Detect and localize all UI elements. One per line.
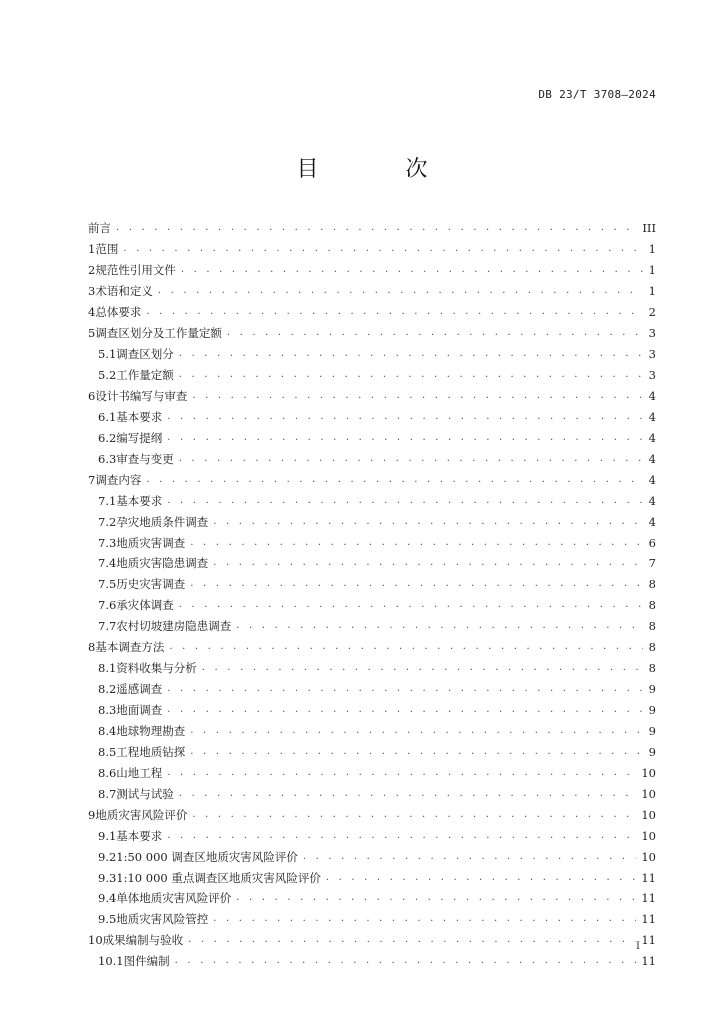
toc-entry-number: 4 [88, 305, 96, 320]
toc-entry-label: 地质灾害隐患调查 [116, 556, 209, 571]
toc-entry[interactable] [88, 553, 656, 574]
dot-leader [303, 852, 636, 862]
dot-leader [167, 412, 643, 422]
toc-entry-label: 基本要求 [116, 828, 163, 843]
toc-entry[interactable] [88, 930, 656, 951]
dot-leader [190, 747, 643, 757]
toc-entry-page: 4 [648, 472, 656, 487]
dot-leader [236, 621, 643, 631]
dot-leader [169, 642, 643, 652]
toc-entry-number: 10.1 [98, 954, 124, 969]
dot-leader [175, 956, 637, 966]
document-code: DB 23/T 3708—2024 [538, 88, 656, 101]
dot-leader [213, 558, 643, 568]
toc-entry-label: 审查与变更 [116, 451, 174, 466]
toc-entry-number: 8 [88, 640, 96, 655]
toc-entry-page: 10 [641, 807, 656, 822]
toc-entry-label: 工作量定额 [116, 368, 174, 383]
toc-entry-label: 范围 [95, 242, 119, 257]
dot-leader [190, 579, 643, 589]
toc-entry-label: 资料收集与分析 [116, 661, 197, 676]
toc-entry-number: 7.6 [98, 598, 117, 613]
toc-entry-number: 5.1 [98, 347, 117, 362]
toc-entry-number: 6.2 [98, 430, 117, 445]
toc-entry-label: 1:50 000 调查区地质灾害风险评价 [116, 849, 298, 864]
toc-entry-page: 1 [648, 242, 656, 257]
toc-entry[interactable] [88, 302, 656, 323]
toc-entry-number: 7 [88, 472, 96, 487]
toc-entry-number: 7.1 [98, 493, 117, 508]
dot-leader [190, 538, 643, 548]
dot-leader [167, 433, 643, 443]
toc-entry-label: 地球物理勘查 [116, 723, 186, 738]
toc-entry[interactable] [88, 846, 656, 867]
toc-entry[interactable] [88, 490, 656, 511]
toc-entry-page: 10 [641, 849, 656, 864]
toc-entry-page: 3 [648, 326, 656, 341]
toc-entry-label: 调查区划分及工作量定额 [95, 326, 222, 341]
toc-entry-page: 8 [648, 598, 656, 613]
toc-entry-number: 8.3 [98, 703, 117, 718]
toc-entry-number: 6.1 [98, 409, 117, 424]
toc-entry-page: 1 [648, 263, 656, 278]
dot-leader [179, 789, 637, 799]
toc-entry-number: 9.3 [98, 870, 117, 885]
toc-entry[interactable] [88, 218, 656, 239]
toc-entry[interactable] [88, 721, 656, 742]
toc-entry[interactable] [88, 386, 656, 407]
toc-entry-page: 8 [648, 640, 656, 655]
toc-entry[interactable] [88, 406, 656, 427]
toc-entry-label: 成果编制与验收 [102, 933, 184, 948]
dot-leader [181, 265, 643, 275]
toc-entry-number: 10 [88, 933, 103, 948]
toc-entry[interactable] [88, 365, 656, 386]
toc-entry-label: 测试与试验 [116, 786, 174, 801]
dot-leader [167, 684, 643, 694]
toc-entry-label: 农村切坡建房隐患调查 [116, 619, 232, 634]
toc-entry-page: 1 [648, 284, 656, 299]
toc-entry-page: 9 [648, 703, 656, 718]
toc-entry-number: 9.4 [98, 891, 117, 906]
toc-entry-page: 6 [648, 535, 656, 550]
toc-entry-label: 设计书编写与审查 [95, 388, 188, 403]
toc-entry-label: 术语和定义 [95, 284, 153, 299]
toc-entry[interactable] [88, 888, 656, 909]
toc-entry[interactable] [88, 574, 656, 595]
toc-entry-label: 1:10 000 重点调查区地质灾害风险评价 [116, 870, 321, 885]
toc-entry-label: 前言 [88, 221, 111, 236]
toc-entry-page: 10 [641, 786, 656, 801]
dot-leader [179, 600, 643, 610]
toc-entry[interactable] [88, 825, 656, 846]
footer-page-number: I [636, 941, 640, 952]
toc-entry-number: 8.6 [98, 765, 117, 780]
dot-leader [179, 454, 643, 464]
toc-entry[interactable] [88, 700, 656, 721]
toc-entry-page: 11 [641, 870, 656, 885]
toc-entry-number: 6.3 [98, 451, 117, 466]
toc-entry[interactable] [88, 239, 656, 260]
page-title: 目 次 [296, 157, 468, 182]
dot-leader [123, 244, 643, 254]
toc-entry-page: 9 [648, 744, 656, 759]
toc-entry[interactable] [88, 804, 656, 825]
toc-entry[interactable] [88, 679, 656, 700]
toc-entry-number: 2 [88, 263, 96, 278]
toc-entry[interactable] [88, 951, 656, 972]
dot-leader [202, 663, 643, 673]
dot-leader [326, 873, 636, 883]
toc-entry-label: 地面调查 [116, 703, 163, 718]
toc-entry-number: 6 [88, 388, 96, 403]
toc-entry-label: 规范性引用文件 [95, 263, 176, 278]
dot-leader [179, 349, 643, 359]
toc-entry[interactable] [88, 867, 656, 888]
toc-entry-number: 3 [88, 284, 96, 299]
table-of-contents [88, 218, 656, 972]
toc-entry-page: 11 [641, 954, 656, 969]
toc-entry[interactable] [88, 637, 656, 658]
toc-entry-number: 8.1 [98, 661, 117, 676]
toc-entry-number: 8.5 [98, 744, 117, 759]
dot-leader [167, 496, 643, 506]
dot-leader [213, 517, 643, 527]
dot-leader [146, 307, 643, 317]
toc-entry[interactable] [88, 595, 656, 616]
toc-entry[interactable] [88, 909, 656, 930]
toc-entry-number: 8.4 [98, 723, 117, 738]
toc-entry-label: 基本调查方法 [95, 640, 165, 655]
dot-leader [179, 370, 643, 380]
toc-entry-number: 7.2 [98, 514, 117, 529]
dot-leader [227, 328, 643, 338]
dot-leader [192, 810, 636, 820]
toc-entry[interactable] [88, 260, 656, 281]
toc-entry-label: 基本要求 [116, 409, 163, 424]
toc-entry-label: 单体地质灾害风险评价 [116, 891, 232, 906]
toc-entry[interactable] [88, 616, 656, 637]
toc-entry-page: 8 [648, 577, 656, 592]
toc-entry[interactable] [88, 532, 656, 553]
toc-entry-number: 9.2 [98, 849, 117, 864]
toc-entry[interactable] [88, 344, 656, 365]
toc-entry-number: 7.4 [98, 556, 117, 571]
toc-entry-label: 地质灾害调查 [116, 535, 186, 550]
dot-leader [192, 391, 643, 401]
toc-entry-label: 承灾体调查 [116, 598, 174, 613]
toc-entry[interactable] [88, 448, 656, 469]
toc-entry-label: 孕灾地质条件调查 [116, 514, 209, 529]
toc-entry[interactable] [88, 658, 656, 679]
toc-entry-page: 3 [648, 368, 656, 383]
toc-entry-page: 9 [648, 723, 656, 738]
toc-entry-label: 调查区划分 [116, 347, 174, 362]
toc-entry-number: 9 [88, 807, 96, 822]
toc-entry-number: 1 [88, 242, 96, 257]
dot-leader [146, 475, 643, 485]
toc-entry-number: 7.5 [98, 577, 117, 592]
toc-entry-number: 7.3 [98, 535, 117, 550]
toc-entry-page: 4 [648, 514, 656, 529]
toc-entry[interactable] [88, 427, 656, 448]
toc-entry-number: 5.2 [98, 368, 117, 383]
toc-entry-number: 7.7 [98, 619, 117, 634]
dot-leader [116, 223, 637, 233]
toc-entry[interactable] [88, 762, 656, 783]
toc-entry[interactable] [88, 511, 656, 532]
dot-leader [236, 893, 636, 903]
toc-entry-page: 4 [648, 493, 656, 508]
toc-entry-label: 历史灾害调查 [116, 577, 186, 592]
dot-leader [213, 914, 636, 924]
dot-leader [190, 726, 643, 736]
toc-entry[interactable] [88, 469, 656, 490]
toc-entry-label: 总体要求 [95, 305, 142, 320]
dot-leader [158, 286, 643, 296]
toc-entry[interactable] [88, 783, 656, 804]
toc-entry-page: 9 [648, 682, 656, 697]
toc-entry-label: 基本要求 [116, 493, 163, 508]
toc-entry[interactable] [88, 323, 656, 344]
toc-entry-number: 8.7 [98, 786, 117, 801]
toc-entry-page: 3 [648, 347, 656, 362]
toc-entry-number: 9.1 [98, 828, 117, 843]
toc-entry-page: 10 [641, 828, 656, 843]
dot-leader [167, 705, 643, 715]
toc-entry-page: 7 [648, 556, 656, 571]
toc-entry-page: 4 [648, 451, 656, 466]
toc-entry[interactable] [88, 741, 656, 762]
toc-entry-page: 4 [648, 388, 656, 403]
toc-entry-label: 编写提纲 [116, 430, 163, 445]
toc-entry-label: 图件编制 [123, 954, 170, 969]
toc-entry-page: 11 [641, 933, 656, 948]
toc-entry-label: 地质灾害风险评价 [95, 807, 188, 822]
dot-leader [167, 831, 636, 841]
toc-entry-number: 9.5 [98, 912, 117, 927]
dot-leader [188, 935, 636, 945]
toc-entry-label: 地质灾害风险管控 [116, 912, 209, 927]
toc-entry-page: 10 [641, 765, 656, 780]
toc-entry-page: 11 [641, 891, 656, 906]
toc-entry-label: 山地工程 [116, 765, 163, 780]
toc-entry-label: 遥感调查 [116, 682, 163, 697]
toc-entry-page: 4 [648, 409, 656, 424]
toc-entry-page: 2 [648, 305, 656, 320]
toc-entry-page: 4 [648, 430, 656, 445]
toc-entry-label: 工程地质钻探 [116, 744, 186, 759]
toc-entry-page: III [642, 221, 656, 236]
toc-entry-page: 11 [641, 912, 656, 927]
toc-entry-page: 8 [648, 619, 656, 634]
dot-leader [167, 768, 636, 778]
toc-entry-number: 5 [88, 326, 96, 341]
toc-entry[interactable] [88, 281, 656, 302]
toc-entry-label: 调查内容 [95, 472, 142, 487]
toc-entry-number: 8.2 [98, 682, 117, 697]
toc-entry-page: 8 [648, 661, 656, 676]
